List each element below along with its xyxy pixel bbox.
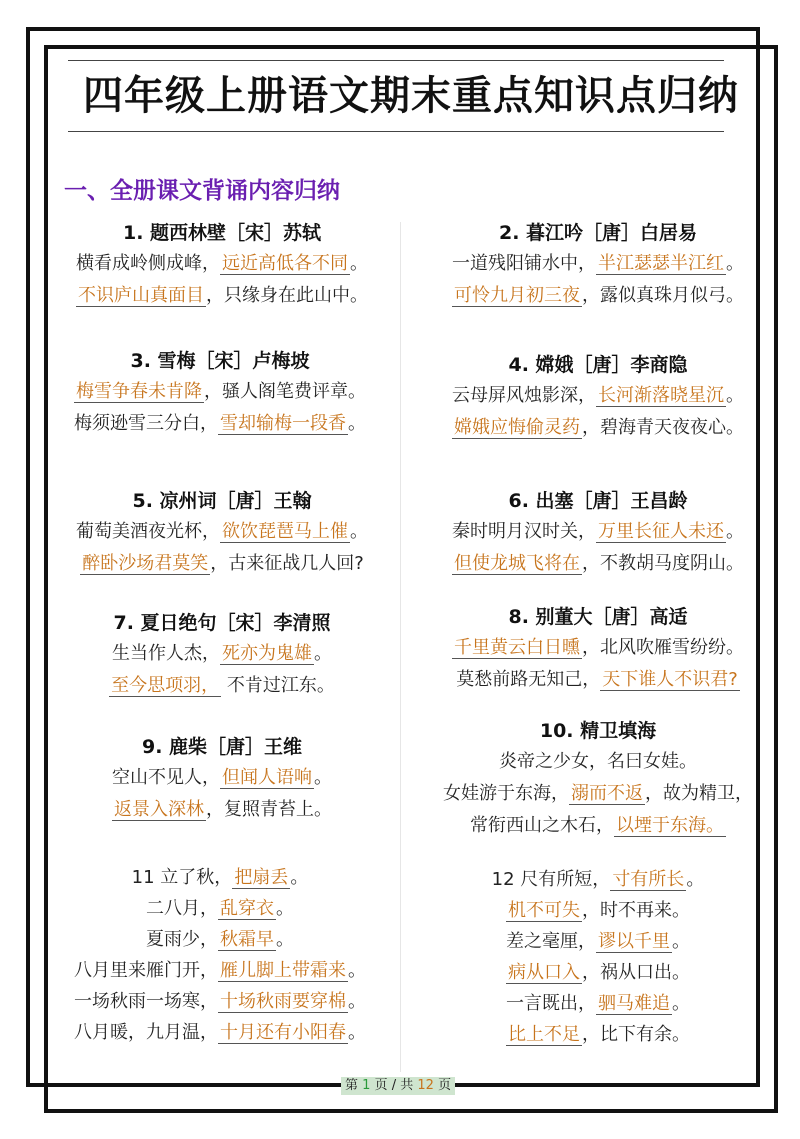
poem-line xyxy=(418,548,778,580)
poem-block xyxy=(418,218,778,312)
verse-text: 梅须逊雪三分白， xyxy=(74,413,218,434)
verse-text: 。 xyxy=(290,867,309,888)
verse-text: 。 xyxy=(348,991,366,1012)
verse-text: ，只缘身在此山中。 xyxy=(206,285,368,306)
poem-line xyxy=(418,1019,778,1050)
title-rule-top xyxy=(68,60,724,61)
poem-line xyxy=(418,632,778,664)
poem-block xyxy=(418,864,778,1050)
poem-line xyxy=(40,924,400,955)
answer-text: 半江瑟瑟半江红 xyxy=(598,253,724,274)
answer-text: 不识庐山真面目 xyxy=(78,285,204,306)
verse-text: 。 xyxy=(348,960,366,981)
poem-line xyxy=(46,638,398,670)
answer-text: 万里长征人未还 xyxy=(598,521,724,542)
poem-block xyxy=(418,486,778,580)
answer-text: 可怜九月初三夜 xyxy=(454,285,580,306)
answer-text: 谬以千里 xyxy=(598,931,670,952)
poem-title: 6. 出塞［唐］王昌龄 xyxy=(508,490,688,512)
pager-total: 12 xyxy=(417,1078,434,1093)
answer-text: 天下谁人不识君? xyxy=(602,669,738,690)
poem-line xyxy=(418,895,778,926)
answer-text: 机不可失 xyxy=(508,900,580,921)
verse-text: 空山不见人， xyxy=(112,767,220,788)
poem-block xyxy=(40,346,400,440)
poem-line xyxy=(46,248,398,280)
verse-text: 。 xyxy=(672,931,690,952)
answer-text: 梅雪争春未肯降 xyxy=(76,381,202,402)
answer-text: 乱穿衣 xyxy=(220,898,274,919)
poem-block xyxy=(46,486,398,580)
poem-line xyxy=(46,794,398,826)
answer-text: 十月还有小阳春 xyxy=(220,1022,346,1043)
verse-text: 莫愁前路无知己， xyxy=(456,669,601,690)
answer-text: 比上不足 xyxy=(508,1024,580,1045)
poem-line xyxy=(418,280,778,312)
verse-text: 常衔西山之木石， xyxy=(470,815,614,836)
verse-text: 八月暖，九月温， xyxy=(74,1022,218,1043)
answer-text: 驷马难追 xyxy=(598,993,670,1014)
verse-text: 秦时明月汉时关， xyxy=(452,521,596,542)
column-divider xyxy=(400,222,401,1072)
verse-text: 八月里来雁门开， xyxy=(74,960,218,981)
verse-text: 。 xyxy=(686,869,705,890)
poem-title: 7. 夏日绝句［宋］李清照 xyxy=(113,612,331,634)
pager-prefix: 第 xyxy=(345,1078,359,1093)
answer-text: 把扇丢 xyxy=(234,867,289,888)
answer-text: 但使龙城飞将在 xyxy=(454,553,580,574)
verse-text: 横看成岭侧成峰， xyxy=(76,253,220,274)
answer-text: 以堙于东海。 xyxy=(616,815,724,836)
poem-title: 3. 雪梅［宋］卢梅坡 xyxy=(130,350,310,372)
poem-title: 4. 嫦娥［唐］李商隐 xyxy=(508,354,688,376)
title-rule-bottom xyxy=(68,131,724,132)
verse-text: 夏雨少， xyxy=(146,929,218,950)
verse-text: 。 xyxy=(726,521,744,542)
verse-text: 云母屏风烛影深， xyxy=(452,385,596,406)
verse-text: 一言既出， xyxy=(506,993,596,1014)
poem-block xyxy=(46,218,398,312)
page-title: 四年级上册语文期末重点知识点归纳 xyxy=(83,73,739,119)
poem-line xyxy=(40,376,400,408)
poem-line xyxy=(40,893,400,924)
section-heading: 一、全册课文背诵内容归纳 xyxy=(64,178,340,204)
pager-middle: 页 / 共 xyxy=(374,1078,414,1093)
poem-block xyxy=(418,350,778,444)
page-indicator xyxy=(341,1077,455,1095)
verse-text: 炎帝之少女，名曰女娃。 xyxy=(499,751,697,772)
answer-text: 至今思项羽， xyxy=(111,675,220,696)
verse-text: ，故为精卫， xyxy=(645,783,753,804)
answer-text: 溺而不返 xyxy=(571,783,643,804)
poem-title: 1. 题西林壁［宋］苏轼 xyxy=(122,222,322,244)
verse-text: 11 立了秋， xyxy=(131,867,233,888)
answer-text: 寸有所长 xyxy=(612,869,685,890)
pager-current: 1 xyxy=(362,1078,371,1093)
poem-line xyxy=(40,862,400,893)
verse-text: 。 xyxy=(350,253,368,274)
verse-text: 。 xyxy=(726,253,744,274)
verse-text: 。 xyxy=(726,385,744,406)
verse-text: ，北风吹雁雪纷纷。 xyxy=(582,637,744,658)
verse-text: ，复照青苔上。 xyxy=(206,799,332,820)
poem-title: 2. 暮江吟［唐］白居易 xyxy=(498,222,698,244)
verse-text: 女娃游于东海， xyxy=(443,783,569,804)
poem-line xyxy=(418,516,778,548)
verse-text: ，碧海青天夜夜心。 xyxy=(582,417,744,438)
poem-line xyxy=(40,986,400,1017)
verse-text: 12 尺有所短， xyxy=(491,869,611,890)
poem-title: 10. 精卫填海 xyxy=(539,720,657,742)
poem-line xyxy=(418,746,778,778)
poem-line xyxy=(418,778,778,810)
verse-text: 葡萄美酒夜光杯， xyxy=(76,521,220,542)
verse-text: 。 xyxy=(348,413,366,434)
verse-text: 一道残阳铺水中， xyxy=(452,253,596,274)
answer-text: 欲饮琵琶马上催 xyxy=(222,521,348,542)
poem-line xyxy=(40,955,400,986)
poem-line xyxy=(418,864,778,895)
answer-text: 醉卧沙场君莫笑 xyxy=(82,553,209,574)
poem-block xyxy=(418,716,778,842)
poem-line xyxy=(46,670,398,702)
poem-line xyxy=(40,1017,400,1048)
poem-line xyxy=(418,926,778,957)
answer-text: 但闻人语响 xyxy=(222,767,312,788)
answer-text: 十场秋雨要穿棉 xyxy=(220,991,346,1012)
verse-text: 。 xyxy=(276,898,294,919)
poem-line xyxy=(418,412,778,444)
verse-text: 。 xyxy=(348,1022,366,1043)
poem-title: 8. 别董大［唐］高适 xyxy=(508,606,688,628)
verse-text: 一场秋雨一场寒， xyxy=(74,991,218,1012)
answer-text: 雪却输梅一段香 xyxy=(220,413,346,434)
verse-text: ，时不再来。 xyxy=(582,900,690,921)
poem-line xyxy=(46,762,398,794)
answer-text: 雁儿脚上带霜来 xyxy=(220,960,346,981)
poem-line xyxy=(46,516,398,548)
poem-line xyxy=(40,408,400,440)
verse-text: 。 xyxy=(314,643,332,664)
poem-block xyxy=(46,608,398,702)
verse-text: 差之毫厘， xyxy=(506,931,596,952)
answer-text: 返景入深林 xyxy=(114,799,204,820)
poem-line xyxy=(46,280,398,312)
verse-text: ，比下有余。 xyxy=(582,1024,690,1045)
answer-text: 秋霜早 xyxy=(220,929,274,950)
verse-text: 。 xyxy=(350,521,368,542)
verse-text: 。 xyxy=(276,929,294,950)
verse-text: 不肯过江东。 xyxy=(221,675,335,696)
verse-text: ，不教胡马度阴山。 xyxy=(582,553,744,574)
poem-block xyxy=(418,602,778,696)
poem-block xyxy=(40,862,400,1048)
answer-text: 嫦娥应悔偷灵药 xyxy=(454,417,580,438)
pager-suffix: 页 xyxy=(438,1078,452,1093)
answer-text: 远近高低各不同 xyxy=(222,253,348,274)
answer-text: 病从口入 xyxy=(508,962,580,983)
poem-title: 5. 凉州词［唐］王翰 xyxy=(132,490,312,512)
poem-line xyxy=(418,380,778,412)
verse-text: 二八月， xyxy=(146,898,218,919)
answer-text: 死亦为鬼雄 xyxy=(222,643,312,664)
answer-text: 长河渐落晓星沉 xyxy=(598,385,724,406)
verse-text: ，古来征战几人回? xyxy=(210,553,364,574)
poem-line xyxy=(418,988,778,1019)
verse-text: 。 xyxy=(672,993,690,1014)
poem-line xyxy=(418,664,778,696)
poem-block xyxy=(46,732,398,826)
poem-line xyxy=(46,548,398,580)
poem-line xyxy=(418,810,778,842)
poem-line xyxy=(418,248,778,280)
verse-text: ，祸从口出。 xyxy=(582,962,690,983)
poem-line xyxy=(418,957,778,988)
verse-text: ，露似真珠月似弓。 xyxy=(582,285,744,306)
verse-text: 。 xyxy=(314,767,332,788)
verse-text: 生当作人杰， xyxy=(112,643,220,664)
answer-text: 千里黄云白日曛 xyxy=(454,637,580,658)
verse-text: ，骚人阁笔费评章。 xyxy=(204,381,366,402)
poem-title: 9. 鹿柴［唐］王维 xyxy=(141,736,303,758)
